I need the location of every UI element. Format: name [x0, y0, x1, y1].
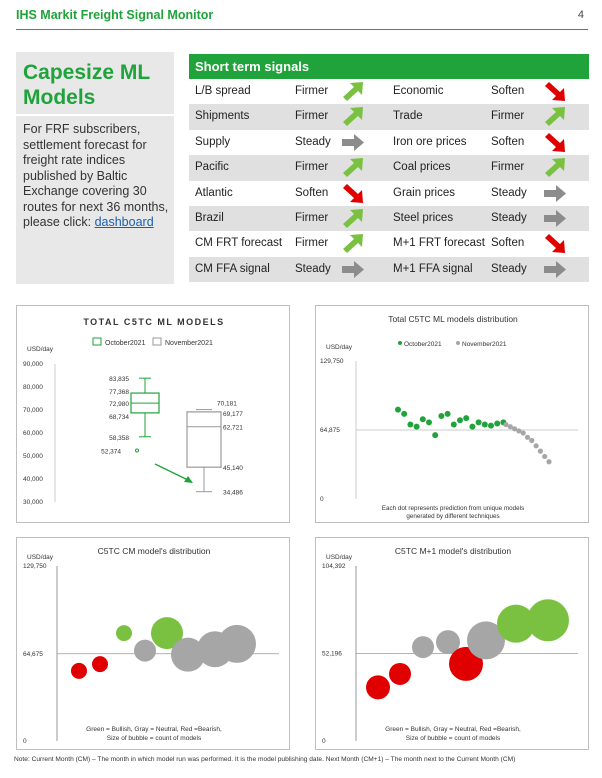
c5tc-cm-bubble-chart: [16, 537, 290, 750]
signal-name: Shipments: [195, 110, 250, 123]
neutral-bubble: [218, 625, 256, 663]
legend-label: November2021: [165, 340, 213, 347]
y-axis-label: USD/day: [326, 344, 353, 351]
october-point: [420, 416, 426, 422]
chart-title: TOTAL C5TC ML MODELS: [83, 317, 225, 327]
y-tick-label: 90,000: [23, 361, 43, 368]
signal-row: [189, 104, 589, 129]
november-point: [525, 435, 530, 440]
neutral-bubble: [412, 636, 434, 658]
outlier-point: [136, 449, 139, 452]
data-label: 70,181: [217, 400, 237, 408]
signal-value: Firmer: [491, 110, 525, 123]
y-tick-label: 80,000: [23, 384, 43, 391]
october-point: [414, 424, 420, 430]
signal-name: Brazil: [195, 211, 224, 224]
signal-name: M+1 FRT forecast: [393, 237, 485, 250]
chart-footnote: Each dot represents prediction from unique models: [381, 505, 525, 512]
chart-footnote: Green = Bullish, Gray = Neutral, Red =Bearish,: [86, 726, 222, 733]
data-label: 62,721: [223, 424, 243, 432]
october-point: [488, 423, 494, 429]
november-point: [538, 449, 543, 454]
y-tick-label: 129,750: [23, 563, 47, 570]
arrow-right-icon: [543, 207, 567, 230]
signal-row: [189, 257, 589, 282]
arrow-down-icon: [543, 232, 567, 255]
october-point: [438, 413, 444, 419]
october-point: [482, 422, 488, 428]
signal-value: Firmer: [295, 85, 329, 97]
y-tick-label: 129,750: [320, 358, 344, 365]
y-axis-label: USD/day: [326, 554, 353, 561]
data-label: 52,374: [101, 448, 121, 456]
page-number: 4: [577, 9, 584, 21]
october-point: [476, 419, 482, 425]
c5tc-m1-bubble-chart: [315, 537, 589, 750]
signal-name: Supply: [195, 135, 231, 148]
arrow-up-icon: [341, 80, 365, 103]
trend-arrow-line: [155, 464, 190, 481]
y-axis-label: USD/day: [27, 346, 54, 353]
signals-title: Short term signals: [189, 54, 589, 79]
total-c5tc-scatter-chart: [315, 305, 589, 523]
y-tick-label: 64,875: [320, 427, 340, 434]
data-label: 72,980: [109, 401, 129, 409]
signal-value: Steady: [491, 186, 527, 199]
chart-footnote: generated by different techniques: [406, 513, 500, 520]
october-point: [463, 415, 469, 421]
signal-name: CM FRT forecast: [195, 237, 283, 250]
signal-name: Steel prices: [393, 211, 454, 224]
signal-value: Firmer: [491, 161, 525, 174]
signal-name: Grain prices: [393, 186, 455, 199]
signal-name: Economic: [393, 85, 444, 97]
october-point: [494, 420, 500, 426]
signal-value: Soften: [491, 237, 525, 250]
signal-name: Trade: [393, 110, 423, 123]
bull-bubble: [116, 625, 132, 641]
arrow-up-icon: [341, 207, 365, 230]
data-label: 68,734: [109, 413, 129, 421]
arrow-right-icon: [341, 131, 365, 154]
capesize-title: Capesize ML Models: [23, 61, 150, 109]
legend-swatch: [93, 338, 101, 345]
chart-title: C5TC M+1 model's distribution: [394, 546, 512, 556]
october-point: [432, 432, 438, 438]
neutral-bubble: [134, 640, 156, 662]
trend-arrow-head: [184, 476, 193, 483]
arrow-right-icon: [543, 258, 567, 281]
y-tick-label: 52,196: [322, 650, 342, 658]
signal-name: Iron ore prices: [393, 135, 467, 148]
october-point: [451, 422, 457, 428]
arrow-right-icon: [543, 182, 567, 205]
arrow-up-icon: [543, 105, 567, 128]
arrow-down-icon: [543, 80, 567, 103]
legend-marker: [456, 341, 460, 345]
october-point: [457, 417, 463, 423]
data-label: 45,140: [223, 465, 243, 473]
signal-row: [189, 231, 589, 256]
arrow-down-icon: [543, 131, 567, 154]
signal-row: [189, 130, 589, 155]
bear-bubble: [389, 663, 411, 685]
legend-label: October2021: [404, 341, 442, 348]
signal-value: Steady: [295, 135, 331, 148]
capesize-description: [23, 122, 171, 231]
short-term-signals-table: [189, 54, 589, 282]
signal-row: [189, 79, 589, 104]
bull-bubble: [527, 599, 569, 641]
signal-name: L/B spread: [195, 85, 251, 97]
y-tick-label: 50,000: [23, 453, 43, 460]
october-point: [401, 411, 407, 417]
bear-bubble: [92, 656, 108, 672]
legend-marker: [398, 341, 402, 345]
october-point: [426, 419, 432, 425]
bear-bubble: [366, 675, 390, 699]
signal-name: Coal prices: [393, 161, 451, 174]
november-point: [542, 454, 547, 459]
november-point: [521, 430, 526, 435]
chart-footnote: Size of bubble = count of models: [405, 735, 501, 742]
signal-name: Atlantic: [195, 186, 233, 199]
chart-title: C5TC CM model's distribution: [97, 546, 211, 556]
arrow-up-icon: [543, 156, 567, 179]
arrow-up-icon: [341, 105, 365, 128]
chart-footnote: Size of bubble = count of models: [106, 735, 202, 742]
signal-name: M+1 FFA signal: [393, 262, 473, 275]
y-tick-label: 70,000: [23, 407, 43, 414]
october-point: [445, 411, 451, 417]
bear-bubble: [71, 663, 87, 679]
capesize-info-box: [16, 52, 174, 284]
november-point: [534, 443, 539, 448]
data-label: 34,486: [223, 489, 243, 497]
chart-footnote: Green = Bullish, Gray = Neutral, Red =Bearish,: [385, 726, 521, 733]
signal-value: Firmer: [295, 161, 329, 174]
data-label: 69,177: [223, 410, 243, 418]
y-tick-label: 64,675: [23, 650, 43, 658]
signal-row: [189, 181, 589, 206]
october-point: [469, 424, 475, 430]
signal-value: Firmer: [295, 211, 329, 224]
data-label: 77,368: [109, 389, 129, 397]
signal-value: Soften: [491, 135, 525, 148]
arrow-up-icon: [341, 232, 365, 255]
november-point: [529, 438, 534, 443]
legend-label: October2021: [105, 340, 146, 347]
chart-title: Total C5TC ML models distribution: [388, 314, 518, 324]
signal-value: Steady: [491, 211, 527, 224]
signal-value: Steady: [295, 262, 331, 275]
data-label: 83,835: [109, 376, 129, 384]
signal-row: [189, 206, 589, 231]
y-tick-label: 0: [320, 496, 324, 503]
signal-name: Pacific: [195, 161, 229, 174]
total-c5tc-box-chart: [16, 305, 290, 523]
november-point: [546, 459, 551, 464]
arrow-up-icon: [341, 156, 365, 179]
october-point: [395, 407, 401, 413]
box: [187, 412, 221, 467]
y-tick-label: 0: [23, 738, 27, 745]
signal-row: [189, 155, 589, 180]
october-point: [407, 422, 413, 428]
signal-name: CM FFA signal: [195, 262, 270, 275]
signal-value: Firmer: [295, 237, 329, 250]
data-label: 58,358: [109, 434, 129, 442]
dashboard-link[interactable]: dashboard: [94, 215, 154, 229]
page-header: [16, 6, 588, 30]
report-title: IHS Markit Freight Signal Monitor: [16, 8, 214, 22]
arrow-right-icon: [341, 258, 365, 281]
y-tick-label: 40,000: [23, 476, 43, 483]
capesize-text: For FRF subscribers, settlement forecast for freight rate indices published by Baltic Exchange covering 30 routes for next 36 months, please click:: [23, 122, 169, 229]
footnote: Note: Current Month (CM) – The month in which model run was performed. It is the model publishing date. Next Month (CM+1) – The month next to the Current Month (CM): [14, 756, 516, 763]
y-tick-label: 30,000: [23, 499, 43, 506]
signal-value: Firmer: [295, 110, 329, 123]
signal-value: Soften: [295, 186, 329, 199]
y-tick-label: 0: [322, 738, 326, 745]
arrow-down-icon: [341, 182, 365, 205]
divider: [16, 114, 174, 116]
legend-label: November2021: [462, 341, 507, 348]
y-tick-label: 60,000: [23, 430, 43, 437]
legend-swatch: [153, 338, 161, 345]
signal-value: Soften: [491, 85, 525, 97]
signal-value: Steady: [491, 262, 527, 275]
y-axis-label: USD/day: [27, 554, 54, 561]
y-tick-label: 104,392: [322, 563, 346, 570]
